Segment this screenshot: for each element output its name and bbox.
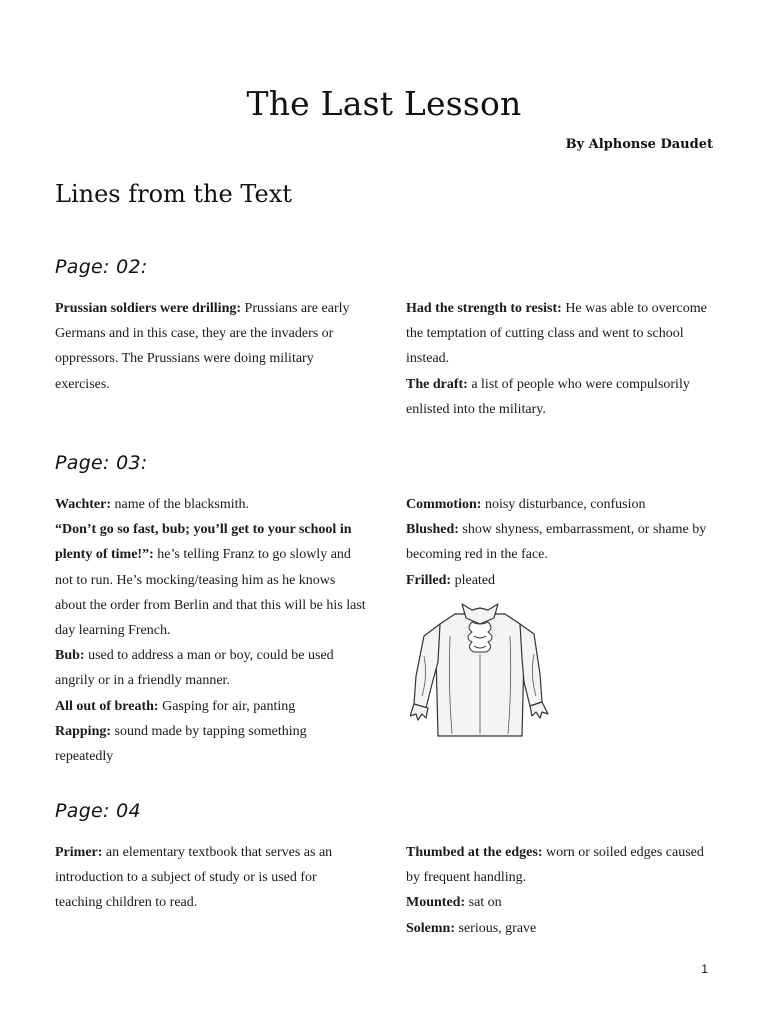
entry-term: Thumbed at the edges: bbox=[406, 845, 543, 860]
document-title: The Last Lesson bbox=[246, 84, 522, 123]
glossary-entry bbox=[55, 492, 367, 517]
glossary-entry bbox=[55, 694, 367, 719]
section-subtitle: Lines from the Text bbox=[55, 180, 292, 208]
glossary-entry bbox=[55, 643, 367, 693]
page03-right-column bbox=[406, 492, 718, 593]
entry-definition: he’s telling Franz to go slowly and not to run. He’s mocking/teasing him as he knows about the order from Berlin and that this will be his last day learning French. bbox=[55, 547, 366, 639]
page-heading-03: Page: 03: bbox=[55, 452, 148, 474]
page02-left-column bbox=[55, 296, 367, 397]
glossary-entry bbox=[406, 492, 718, 517]
entry-term: Had the strength to resist: bbox=[406, 301, 562, 316]
entry-definition: sound made by tapping something repeatedly bbox=[55, 723, 307, 765]
page03-left-column bbox=[55, 492, 367, 769]
entry-term: Primer: bbox=[55, 845, 103, 860]
entry-definition: sat on bbox=[465, 895, 502, 911]
entry-term: Blushed: bbox=[406, 522, 459, 538]
page-heading-04: Page: 04 bbox=[55, 800, 141, 822]
entry-term: Commotion: bbox=[406, 497, 482, 512]
glossary-entry bbox=[406, 568, 718, 593]
glossary-entry bbox=[55, 517, 367, 643]
page-heading-02: Page: 02: bbox=[55, 256, 148, 278]
entry-term: Solemn: bbox=[406, 920, 455, 936]
glossary-entry bbox=[55, 719, 367, 769]
page02-right-column bbox=[406, 296, 718, 422]
entry-definition: name of the blacksmith. bbox=[110, 497, 250, 512]
entry-term: Bub: bbox=[55, 648, 85, 664]
glossary-entry bbox=[406, 840, 718, 890]
author-line: By Alphonse Daudet bbox=[565, 137, 713, 152]
glossary-entry bbox=[406, 517, 718, 567]
entry-definition: pleated bbox=[451, 572, 496, 588]
entry-definition: an elementary textbook that serves as an introduction to a subject of study or is used for teaching children to read. bbox=[55, 845, 333, 911]
frilled-shirt-icon bbox=[410, 596, 550, 746]
entry-definition: worn or soiled edges caused by frequent handling. bbox=[406, 845, 704, 886]
entry-term: Mounted: bbox=[406, 895, 466, 911]
page-number: 1 bbox=[701, 962, 708, 976]
page04-right-column bbox=[406, 840, 718, 941]
glossary-entry bbox=[406, 916, 718, 941]
entry-term: The draft: bbox=[406, 376, 468, 392]
glossary-entry bbox=[55, 296, 367, 397]
entry-definition: He was able to overcome the temptation of cutting class and went to school instead. bbox=[406, 301, 707, 367]
entry-definition: Gasping for air, panting bbox=[158, 698, 296, 714]
entry-term: All out of breath: bbox=[55, 698, 159, 714]
entry-definition: noisy disturbance, confusion bbox=[481, 497, 646, 512]
entry-definition: used to address a man or boy, could be used angrily or in a friendly manner. bbox=[55, 648, 334, 689]
entry-term: Rapping: bbox=[55, 723, 112, 739]
glossary-entry bbox=[55, 840, 367, 916]
entry-definition: show shyness, embarrassment, or shame by becoming red in the face. bbox=[406, 522, 707, 563]
entry-term: Frilled: bbox=[406, 572, 452, 588]
entry-term: “Don’t go so fast, bub; you’ll get to your school in plenty of time!”: bbox=[55, 522, 352, 563]
entry-term: Wachter: bbox=[55, 497, 111, 512]
entry-definition: serious, grave bbox=[455, 920, 537, 936]
entry-term: Prussian soldiers were drilling: bbox=[55, 301, 242, 316]
entry-definition: Prussians are early Germans and in this case, they are the invaders or oppressors. The Prussians were doing military exercises. bbox=[55, 301, 350, 392]
glossary-entry bbox=[406, 890, 718, 915]
glossary-entry bbox=[406, 296, 718, 372]
page04-left-column bbox=[55, 840, 367, 916]
entry-definition: a list of people who were compulsorily enlisted into the military. bbox=[406, 376, 690, 417]
glossary-entry bbox=[406, 372, 718, 422]
